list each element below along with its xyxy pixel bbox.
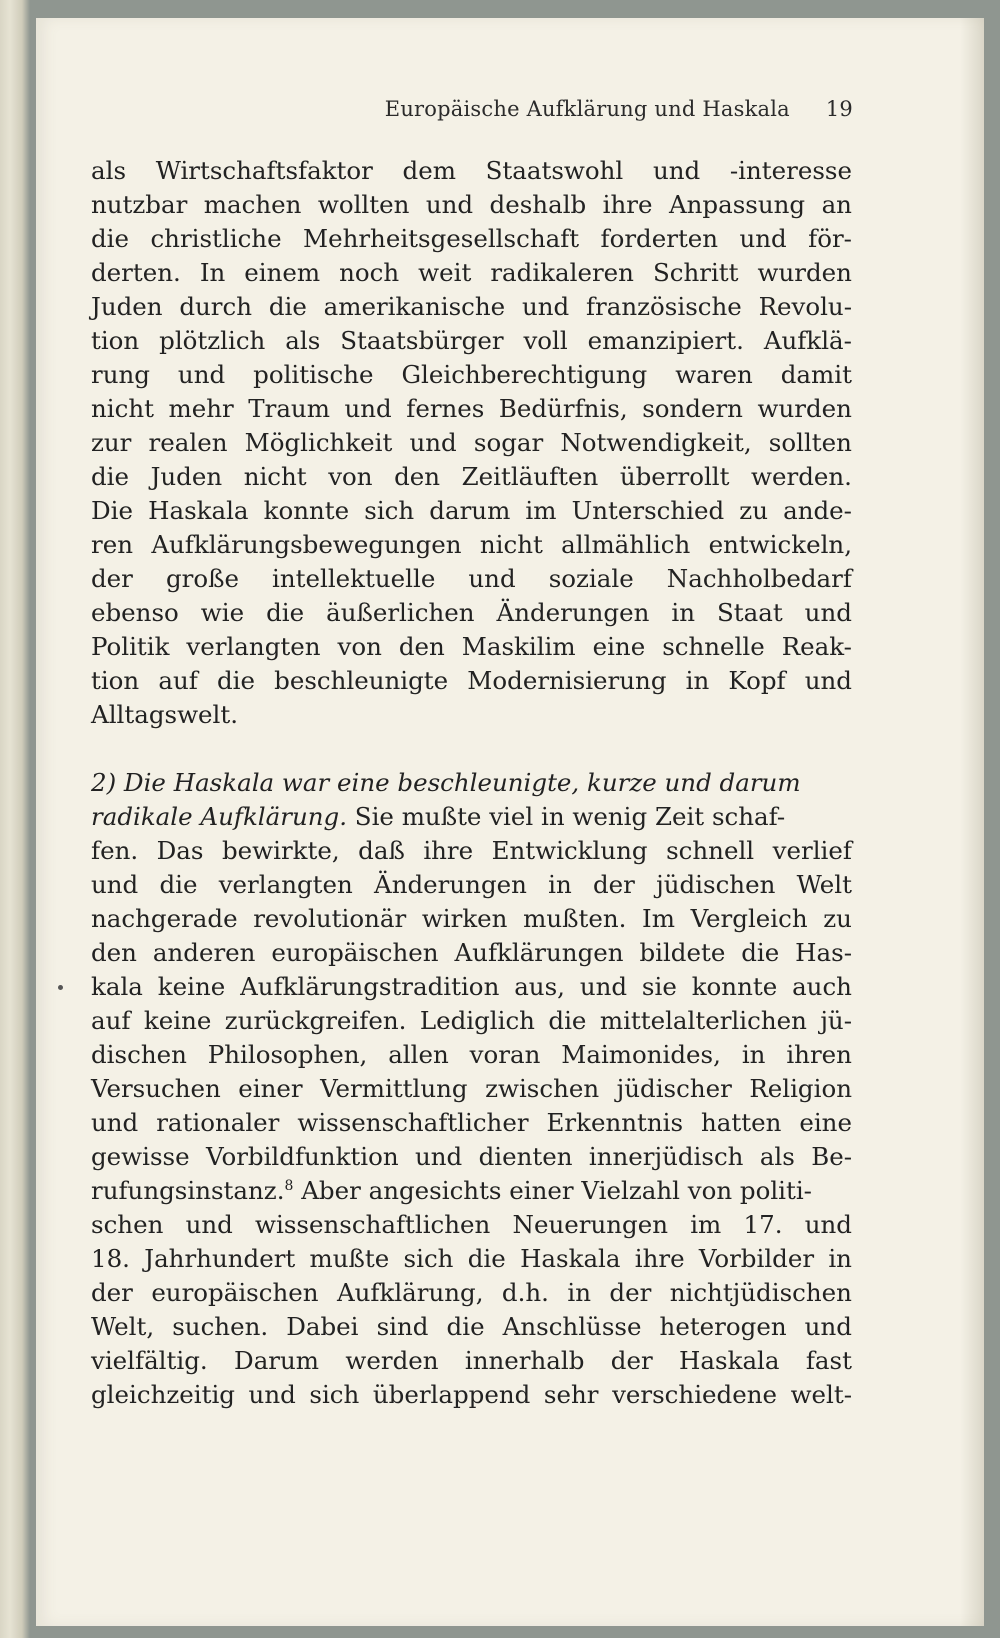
footnote-line-start: rufungsinstanz. [91,1176,285,1205]
section-heading-italic: radikale Aufklärung. [91,802,347,831]
text-line: die Juden nicht von den Zeitläuften überrollt werden. [91,462,852,491]
paragraph-1 [91,154,852,732]
text-line: fen. Das bewirkte, daß ihre Entwicklung schnell verlief [91,836,852,865]
paragraph-gap [91,732,852,766]
text-line: der große intellektuelle und soziale Nachholbedarf [91,564,852,593]
margin-mark [58,985,63,990]
text-line: 18. Jahrhundert mußte sich die Haskala ihre Vorbilder in [91,1244,852,1273]
footnote-line-end: Aber angesichts einer Vielzahl von politi- [301,1176,812,1205]
text-line: und die verlangten Änderungen in der jüdischen Welt [91,870,852,899]
footnote-line [91,1174,812,1208]
paragraph-2-lines-b [91,1208,852,1412]
text-line: und rationaler wissenschaftlicher Erkenntnis hatten eine [91,1108,852,1137]
text-line: nutzbar machen wollten und deshalb ihre Anpassung an [91,190,852,219]
text-line: schen und wissenschaftlichen Neuerungen im 17. und [91,1210,852,1239]
text-line: zur realen Möglichkeit und sogar Notwendigkeit, sollten [91,428,852,457]
text-line: die christliche Mehrheitsgesellschaft forderten und för- [91,224,852,253]
text-line: den anderen europäischen Aufklärungen bildete die Has- [91,938,852,967]
text-line: als Wirtschaftsfaktor dem Staatswohl und -interesse [91,156,852,185]
running-head [90,97,853,121]
text-line: auf keine zurückgreifen. Lediglich die mittelalterlichen jü- [91,1006,852,1035]
section-text: Sie mußte viel in wenig Zeit schaf- [354,802,786,831]
text-line: Welt, suchen. Dabei sind die Anschlüsse heterogen und [91,1312,852,1341]
paragraph-2-lines-a [91,834,852,1174]
text-line: gewisse Vorbildfunktion und dienten innerjüdisch als Be- [91,1142,852,1171]
text-line [91,800,852,834]
text-line: nachgerade revolutionär wirken mußten. Im Vergleich zu [91,904,852,933]
text-line: der europäischen Aufklärung, d.h. in der nichtjüdischen [91,1278,852,1307]
footnote-marker[interactable]: 8 [284,1177,294,1194]
text-line: Versuchen einer Vermittlung zwischen jüdischer Religion [91,1074,852,1103]
text-line: tion auf die beschleunigte Modernisierung in Kopf und [91,666,852,695]
text-line: dischen Philosophen, allen voran Maimonides, in ihren [91,1040,852,1069]
text-line: tion plötzlich als Staatsbürger voll emanzipiert. Aufklä- [91,326,852,355]
text-line: nicht mehr Traum und fernes Bedürfnis, sondern wurden [91,394,852,423]
text-line: kala keine Aufklärungstradition aus, und sie konnte auch [91,972,852,1001]
text-line: ebenso wie die äußerlichen Änderungen in Staat und [91,598,852,627]
paragraph-2 [91,766,852,1412]
section-heading-continuation [91,800,785,834]
running-head-title: Europäische Aufklärung und Haskala [384,97,790,121]
text-line: derten. In einem noch weit radikaleren Schritt wurden [91,258,852,287]
text-line: ren Aufklärungsbewegungen nicht allmählich entwickeln, [91,530,852,559]
body-text [91,154,852,1412]
text-line: Die Haskala konnte sich darum im Unterschied zu ande- [91,496,852,525]
text-line: Politik verlangten von den Maskilim eine schnelle Reak- [91,632,852,661]
text-line: Alltagswelt. [91,700,239,729]
text-line: gleichzeitig und sich überlappend sehr verschiedene welt- [91,1380,852,1409]
text-line [91,1174,852,1208]
text-line: Juden durch die amerikanische und französische Revolu- [91,292,852,321]
text-line: vielfältig. Darum werden innerhalb der Haskala fast [91,1346,852,1375]
page-edge-shadow [960,18,984,1626]
page-number: 19 [825,97,853,121]
text-line: rung und politische Gleichberechtigung waren damit [91,360,852,389]
text-line [91,766,852,800]
section-heading-line: 2) Die Haskala war eine beschleunigte, kurze und darum [91,768,801,797]
